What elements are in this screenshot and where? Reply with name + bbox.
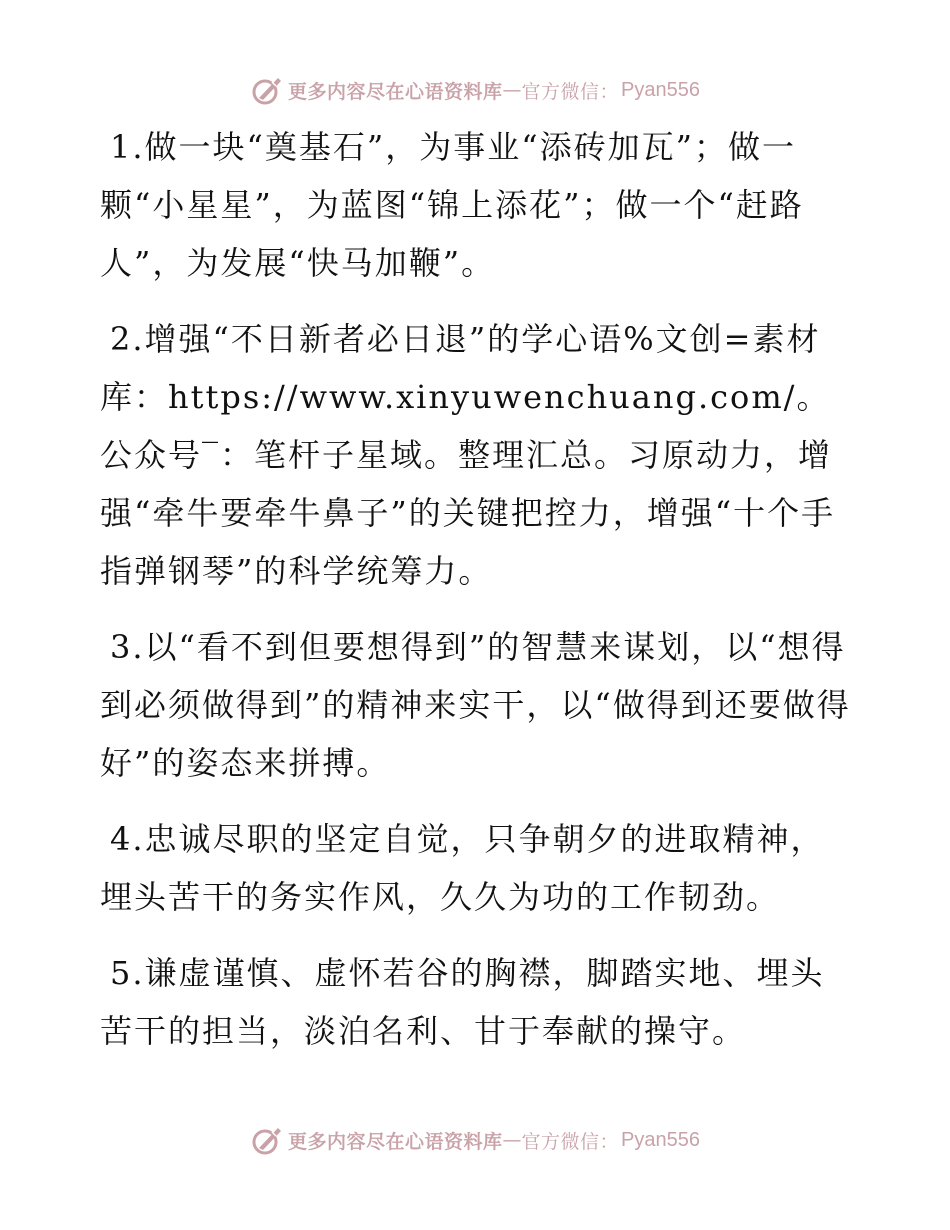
banner-wechat-label: 官方微信： bbox=[521, 80, 620, 103]
banner-wechat-id: Pyan556 bbox=[621, 78, 700, 101]
item-number: 1. bbox=[110, 128, 145, 166]
item-text: 增强“不日新者必日退”的学心语%文创=素材库：https://www.xinyuwenchuang.com/。公众号‾：笔杆子星域。整理汇总。习原动力，增强“牵牛要牵牛鼻子”的关键把控力，增强“十个手指弹钢琴”的科学统筹力。 bbox=[100, 320, 836, 590]
item-text: 做一块“奠基石”，为事业“添砖加瓦”；做一颗“小星星”，为蓝图“锦上添花”；做一个“赶路人”，为发展“快马加鞭”。 bbox=[100, 128, 804, 282]
item-text: 以“看不到但要想得到”的智慧来谋划，以“想得到必须做得到”的精神来实干，以“做得到还要做得好”的姿态来拼搏。 bbox=[100, 628, 851, 782]
banner-separator: — bbox=[502, 1129, 522, 1151]
item-text: 谦虚谨慎、虚怀若谷的胸襟，脚踏实地、埋头苦干的担当，淡泊名利、甘于奉献的操守。 bbox=[100, 954, 825, 1050]
item-number: 5. bbox=[110, 954, 145, 992]
item-text: 忠诚尽职的坚定自觉，只争朝夕的进取精神，埋头苦干的务实作风，久久为功的工作韧劲。 bbox=[100, 820, 825, 916]
quill-logo-icon bbox=[250, 1123, 284, 1157]
list-item bbox=[100, 118, 852, 292]
banner-wechat-id: Pyan556 bbox=[621, 1128, 700, 1151]
footer-banner bbox=[0, 1120, 950, 1160]
list-item bbox=[100, 944, 852, 1060]
banner-wechat-label: 官方微信： bbox=[521, 1130, 620, 1153]
banner-title: 更多内容尽在心语资料库 bbox=[288, 80, 503, 103]
document-body bbox=[100, 118, 852, 1078]
item-number: 4. bbox=[110, 820, 145, 858]
header-banner bbox=[0, 70, 950, 110]
item-number: 3. bbox=[110, 628, 145, 666]
banner-title: 更多内容尽在心语资料库 bbox=[288, 1130, 503, 1153]
list-item bbox=[100, 618, 852, 792]
list-item bbox=[100, 310, 852, 600]
item-number: 2. bbox=[110, 320, 145, 358]
banner-separator: — bbox=[502, 79, 522, 101]
list-item bbox=[100, 810, 852, 926]
quill-logo-icon bbox=[250, 73, 284, 107]
